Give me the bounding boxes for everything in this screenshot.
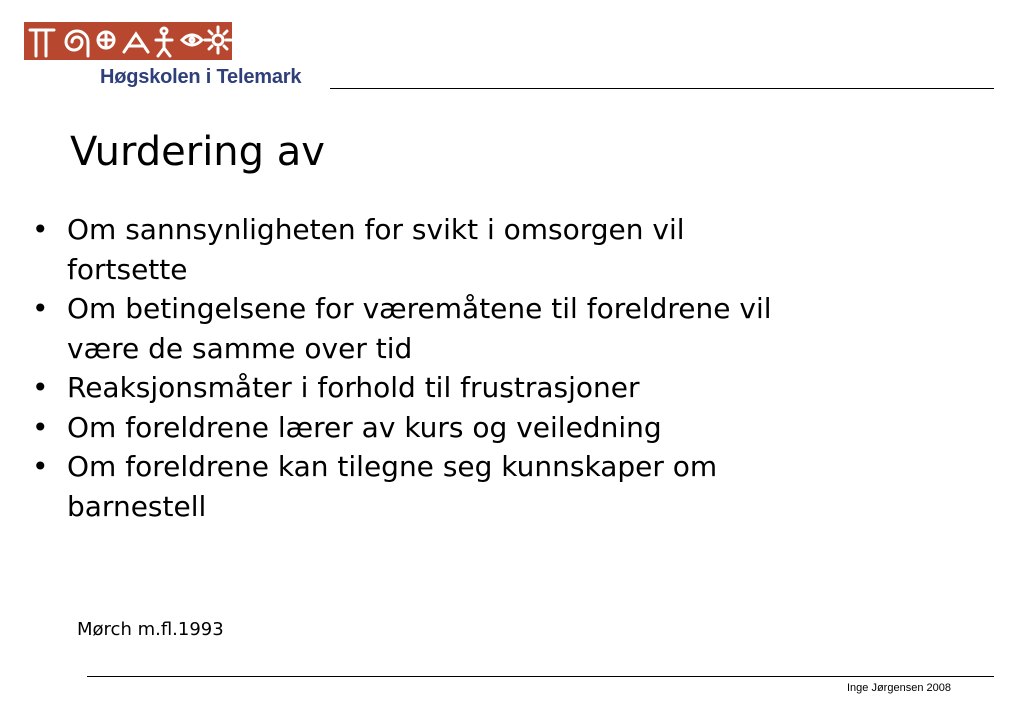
bullet-item [30,210,990,289]
bullet-dot-icon: • [32,213,49,246]
bullet-dot-icon: • [32,292,49,325]
bullet-text-line1: Om sannsynligheten for svikt i omsorgen vil [67,213,685,246]
bullet-text-line1: Om betingelsene for væremåtene til foreldrene vil [67,292,772,325]
bullet-text-line1: Om foreldrene lærer av kurs og veiledning [67,410,662,444]
bullet-item [30,447,990,526]
bullet-text-line2: fortsette [67,252,188,286]
bullet-dot-icon: • [32,371,49,404]
header-divider [330,88,994,89]
bullet-text-line2: barnestell [67,489,207,523]
bullet-item [30,289,990,368]
rock-carving-logo-icon [24,22,232,60]
bullet-text-line1: Om foreldrene kan tilegne seg kunnskaper om [67,450,718,483]
bullet-dot-icon: • [32,410,49,444]
footer-author: Inge Jørgensen 2008 [847,682,951,694]
slide-title: Vurdering av [70,129,325,175]
bullet-text-line1: Reaksjonsmåter i forhold til frustrasjoner [67,371,640,404]
bullet-list [30,210,990,526]
institution-name: Høgskolen i Telemark [100,66,302,88]
source-citation: Mørch m.fl.1993 [77,619,224,640]
footer-divider [87,676,994,677]
bullet-item [30,408,990,448]
bullet-dot-icon: • [32,450,49,483]
bullet-item [30,368,990,408]
bullet-text-line2: være de samme over tid [67,331,413,365]
institution-logo [24,22,232,60]
